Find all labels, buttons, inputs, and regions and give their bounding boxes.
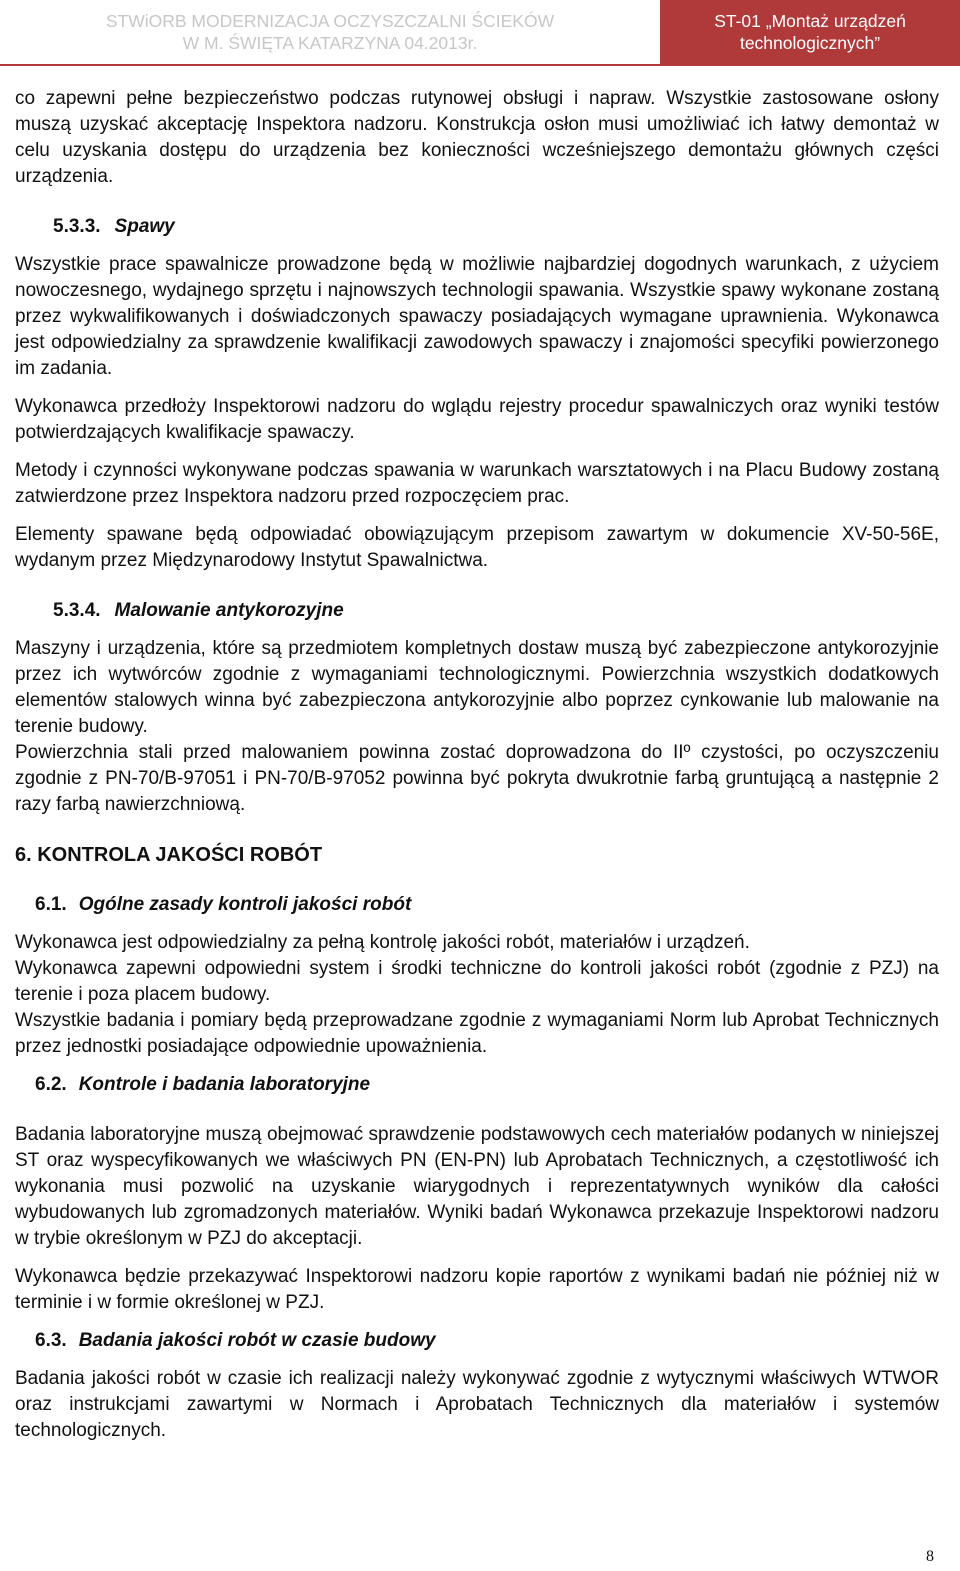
- heading-title: Malowanie antykorozyjne: [114, 600, 344, 621]
- heading-6: 6. KONTROLA JAKOŚCI ROBÓT: [15, 844, 323, 866]
- paragraph: Wykonawca będzie przekazywać Inspektorowi nadzoru kopie raportów z wynikami badań nie później niż w terminie i w formie określonej w PZJ.: [15, 1266, 939, 1313]
- paragraph: Powierzchnia stali przed malowaniem powinna zostać doprowadzona do IIº czystości, po oczyszczeniu zgodnie z PN-70/B-97051 i PN-70/B-97052 powinna być pokryta dwukrotnie farbą gruntującą a następnie 2 razy farbą nawierzchniową.: [15, 742, 939, 815]
- header-spec-code: [660, 0, 960, 64]
- heading-title: Spawy: [114, 216, 175, 237]
- heading-number: 6.2.: [35, 1074, 67, 1095]
- heading-title: Badania jakości robót w czasie budowy: [78, 1330, 436, 1351]
- paragraph: Wykonawca zapewni odpowiedni system i środki techniczne do kontroli jakości robót (zgodnie z PZJ) na terenie i poza placem budowy.: [15, 958, 939, 1005]
- header-spec-line1: ST-01 „Montaż urządzeń: [714, 11, 906, 31]
- heading-number: 5.3.3.: [53, 216, 101, 237]
- heading-number: 5.3.4.: [53, 600, 101, 621]
- heading-title: Ogólne zasady kontroli jakości robót: [78, 894, 412, 915]
- paragraph: Wykonawca jest odpowiedzialny za pełną kontrolę jakości robót, materiałów i urządzeń.: [15, 932, 750, 953]
- paragraph: Badania jakości robót w czasie ich realizacji należy wykonywać zgodnie z wytycznymi właściwych WTWOR oraz instrukcjami zawartymi w Normach i Aprobatach Technicznych dla materiałów i systemów technologicznych.: [15, 1368, 939, 1441]
- heading-6-1: [15, 892, 939, 918]
- heading-6-3: [15, 1328, 939, 1354]
- header-spec-line2: technologicznych”: [739, 33, 881, 53]
- document-body: [15, 86, 939, 1444]
- paragraph: Wszystkie prace spawalnicze prowadzone będą w możliwie najbardziej dogodnych warunkach, z użyciem nowoczesnego, wydajnego sprzętu i najnowszych technologii spawania. Wszystkie spawy wykonane zostaną przez wykwalifikowanych i doświadczonych spawaczy posiadających wymagane uprawnienia. Wykonawca jest odpowiedzialny za sprawdzenie kwalifikacji zawodowych spawaczy i znajomości specyfiki powierzonego im zadania.: [15, 254, 939, 379]
- paragraph: Metody i czynności wykonywane podczas spawania w warunkach warsztatowych i na Placu Budowy zostaną zatwierdzone przez Inspektora nadzoru przed rozpoczęciem prac.: [15, 460, 939, 507]
- heading-number: 6.3.: [35, 1330, 67, 1351]
- paragraph: Wszystkie badania i pomiary będą przeprowadzane zgodnie z wymaganiami Norm lub Aprobat Technicznych przez jednostki posiadające odpowiednie upoważnienia.: [15, 1010, 939, 1057]
- paragraph: Maszyny i urządzenia, które są przedmiotem kompletnych dostaw muszą być zabezpieczone antykorozyjnie przez ich wytwórców zgodnie z wymaganiami technologicznymi. Powierzchnia wszystkich dodatkowych elementów stalowych winna być zabezpieczona antykorozyjnie albo poprzez cynkowanie lub malowanie na terenie budowy.: [15, 638, 939, 737]
- intro-paragraph: co zapewni pełne bezpieczeństwo podczas rutynowej obsługi i napraw. Wszystkie zastosowane osłony muszą uzyskać akceptację Inspektora nadzoru. Konstrukcja osłon musi umożliwiać ich łatwy demontaż w celu uzyskania dostępu do urządzenia bez konieczności wcześniejszego demontażu głównych części urządzenia.: [15, 88, 939, 187]
- heading-5-3-4: [15, 598, 939, 624]
- header-title-line2: W M. ŚWIĘTA KATARZYNA 04.2013r.: [182, 33, 478, 53]
- heading-number: 6.1.: [35, 894, 67, 915]
- heading-title: Kontrole i badania laboratoryjne: [78, 1074, 371, 1095]
- heading-6-2: [15, 1072, 939, 1098]
- paragraph: Wykonawca przedłoży Inspektorowi nadzoru do wglądu rejestry procedur spawalniczych oraz wyniki testów potwierdzających kwalifikacje spawaczy.: [15, 396, 939, 443]
- header-title-line1: STWiORB MODERNIZACJA OCZYSZCZALNI ŚCIEKÓW: [105, 11, 555, 31]
- page-number: 8: [926, 1548, 934, 1565]
- page-header: [0, 0, 960, 66]
- header-document-title: [0, 0, 660, 64]
- paragraph: Badania laboratoryjne muszą obejmować sprawdzenie podstawowych cech materiałów podanych w niniejszej ST oraz wyspecyfikowanych we właściwych PN (EN-PN) lub Aprobatach Technicznych, a częstotliwość ich wykonania musi pozwolić na uzyskanie wiarygodnych i reprezentatywnych wyników dla całości wybudowanych lub zgromadzonych materiałów. Wyniki badań Wykonawca przekazuje Inspektorowi nadzoru w trybie określonym w PZJ do akceptacji.: [15, 1124, 939, 1249]
- heading-5-3-3: [15, 214, 939, 240]
- paragraph: Elementy spawane będą odpowiadać obowiązującym przepisom zawartym w dokumencie XV-50-56E, wydanym przez Międzynarodowy Instytut Spawalnictwa.: [15, 524, 939, 571]
